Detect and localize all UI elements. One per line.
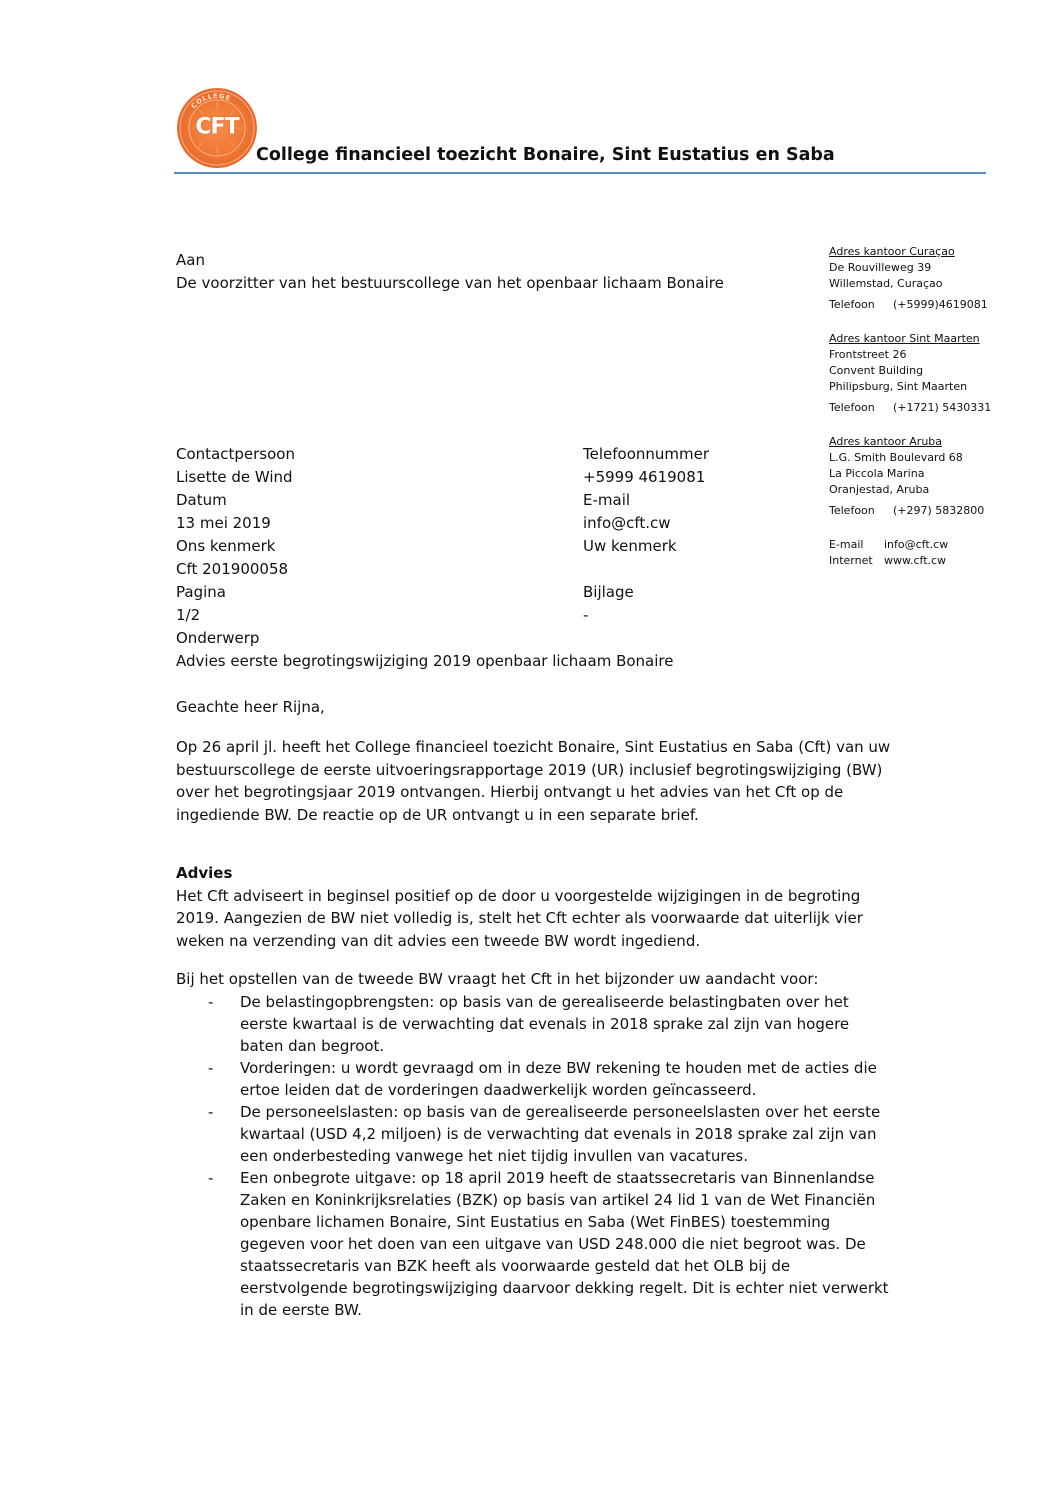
subject-value: Advies eerste begrotingswijziging 2019 openbaar lichaam Bonaire <box>176 652 674 670</box>
advice-heading: Advies <box>176 864 233 882</box>
list-item: - Een onbegrote uitgave: op 18 april 2019 heeft de staatssecretaris van Binnenlandse Zaken en Koninkrijksrelaties (BZK) op basis van artikel 24 lid 1 van de Wet Financiën openbare lichamen Bonaire, Sint Eustatius en Saba (Wet FinBES) toestemming gegeven voor het doen van een uitgave van USD 248.000 die niet begroot was. De staatssecretaris van BZK heeft als voorwaarde gesteld dat het OLB bij de eerstvolgende begrotingswijziging daarvoor dekking regelt. Dit is echter niet verwerkt in de eerste BW. <box>208 1168 889 1319</box>
page-value: 1/2 <box>176 606 201 624</box>
office-sint-maarten <box>829 331 991 416</box>
logo-text: CFT <box>195 114 239 140</box>
email-value: info@cft.cw <box>583 514 671 532</box>
cft-logo <box>177 88 257 168</box>
website-link[interactable]: www.cft.cw <box>884 554 947 567</box>
dash-bullet-icon: - <box>208 1102 214 1121</box>
header-divider <box>174 172 986 174</box>
dash-bullet-icon: - <box>208 992 214 1011</box>
office-title: Adres kantoor Aruba <box>829 435 943 448</box>
office-title: Adres kantoor Curaçao <box>829 245 955 258</box>
list-item: - De belastingopbrengsten: op basis van de gerealiseerde belastingbaten over het eerste kwartaal is de verwachting dat evenals in 2018 sprake zal zijn van hogere baten dan begroot. <box>208 992 850 1055</box>
attachment-label: Bijlage <box>583 583 634 601</box>
phone-value: +5999 4619081 <box>583 468 706 486</box>
attention-list <box>176 991 891 1321</box>
list-item: - De personeelslasten: op basis van de gerealiseerde personeelslasten over het eerste kwartaal (USD 4,2 miljoen) is de verwachting dat evenals in 2018 sprake zal zijn van een onderbesteding vanwege het niet tijdig invullen van vacatures. <box>208 1102 881 1165</box>
our-ref-label: Ons kenmerk <box>176 537 276 555</box>
recipient-label: Aan <box>176 251 205 269</box>
address-line: Willemstad, Curaçao <box>829 277 943 290</box>
advice-paragraph: Het Cft adviseert in beginsel positief op de door u voorgestelde wijzigingen in de begroting 2019. Aangezien de BW niet volledig is, stelt het Cft echter als voorwaarde dat uiterlijk vier weken na verzending van dit advies een tweede BW wordt ingediend. <box>176 886 863 950</box>
contact-info <box>829 537 948 569</box>
your-ref-label: Uw kenmerk <box>583 537 677 555</box>
address-line: L.G. Smith Boulevard 68 <box>829 451 963 464</box>
our-ref-value: Cft 201900058 <box>176 560 289 578</box>
address-line: Convent Building <box>829 364 924 377</box>
svg-text:COLLEGE: COLLEGE <box>189 91 233 111</box>
page-label: Pagina <box>176 583 226 601</box>
dash-bullet-icon: - <box>208 1058 214 1077</box>
intro-paragraph: Op 26 april jl. heeft het College financieel toezicht Bonaire, Sint Eustatius en Saba (Cft) van uw bestuurscollege de eerste uitvoeringsrapportage 2019 (UR) inclusief begrotingswijziging (BW) over het begrotingsjaar 2019 ontvangen. Hierbij ontvangt u het advies van het Cft op de ingediende BW. De reactie op de UR ontvangt u in een separate brief. <box>176 738 891 824</box>
contact-value: Lisette de Wind <box>176 468 293 486</box>
email-label: E-mail <box>583 491 631 509</box>
dash-bullet-icon: - <box>208 1168 214 1187</box>
date-label: Datum <box>176 491 227 509</box>
email-link[interactable]: info@cft.cw <box>884 538 949 551</box>
office-aruba <box>829 434 984 519</box>
email-row: E-mail info@cft.cw <box>829 538 949 551</box>
salutation: Geachte heer Rijna, <box>176 698 325 716</box>
office-phone: Telefoon (+5999)4619081 <box>829 298 988 311</box>
office-phone: Telefoon (+297) 5832800 <box>829 504 985 517</box>
address-line: Frontstreet 26 <box>829 348 907 361</box>
attention-section <box>176 968 891 1321</box>
recipient-name: De voorzitter van het bestuurscollege van het openbaar lichaam Bonaire <box>176 274 724 292</box>
attention-intro: Bij het opstellen van de tweede BW vraagt het Cft in het bijzonder uw aandacht voor: <box>176 970 819 988</box>
address-line: Oranjestad, Aruba <box>829 483 930 496</box>
list-item: - Vorderingen: u wordt gevraagd om in deze BW rekening te houden met de acties die ertoe leiden dat de vorderingen daadwerkelijk worden geïncasseerd. <box>208 1058 877 1099</box>
advice-section <box>176 862 891 952</box>
address-line: De Rouvilleweg 39 <box>829 261 932 274</box>
subject-label: Onderwerp <box>176 629 260 647</box>
phone-label: Telefoonnummer <box>583 445 710 463</box>
contact-label: Contactpersoon <box>176 445 295 463</box>
address-line: La Piccola Marina <box>829 467 925 480</box>
office-phone: Telefoon (+1721) 5430331 <box>829 401 992 414</box>
attachment-value: - <box>583 606 589 624</box>
organization-title: College financieel toezicht Bonaire, Sint Eustatius en Saba <box>256 145 835 165</box>
address-line: Philipsburg, Sint Maarten <box>829 380 968 393</box>
office-curacao <box>829 244 988 313</box>
internet-row: Internet www.cft.cw <box>829 554 947 567</box>
date-value: 13 mei 2019 <box>176 514 271 532</box>
office-title: Adres kantoor Sint Maarten <box>829 332 980 345</box>
